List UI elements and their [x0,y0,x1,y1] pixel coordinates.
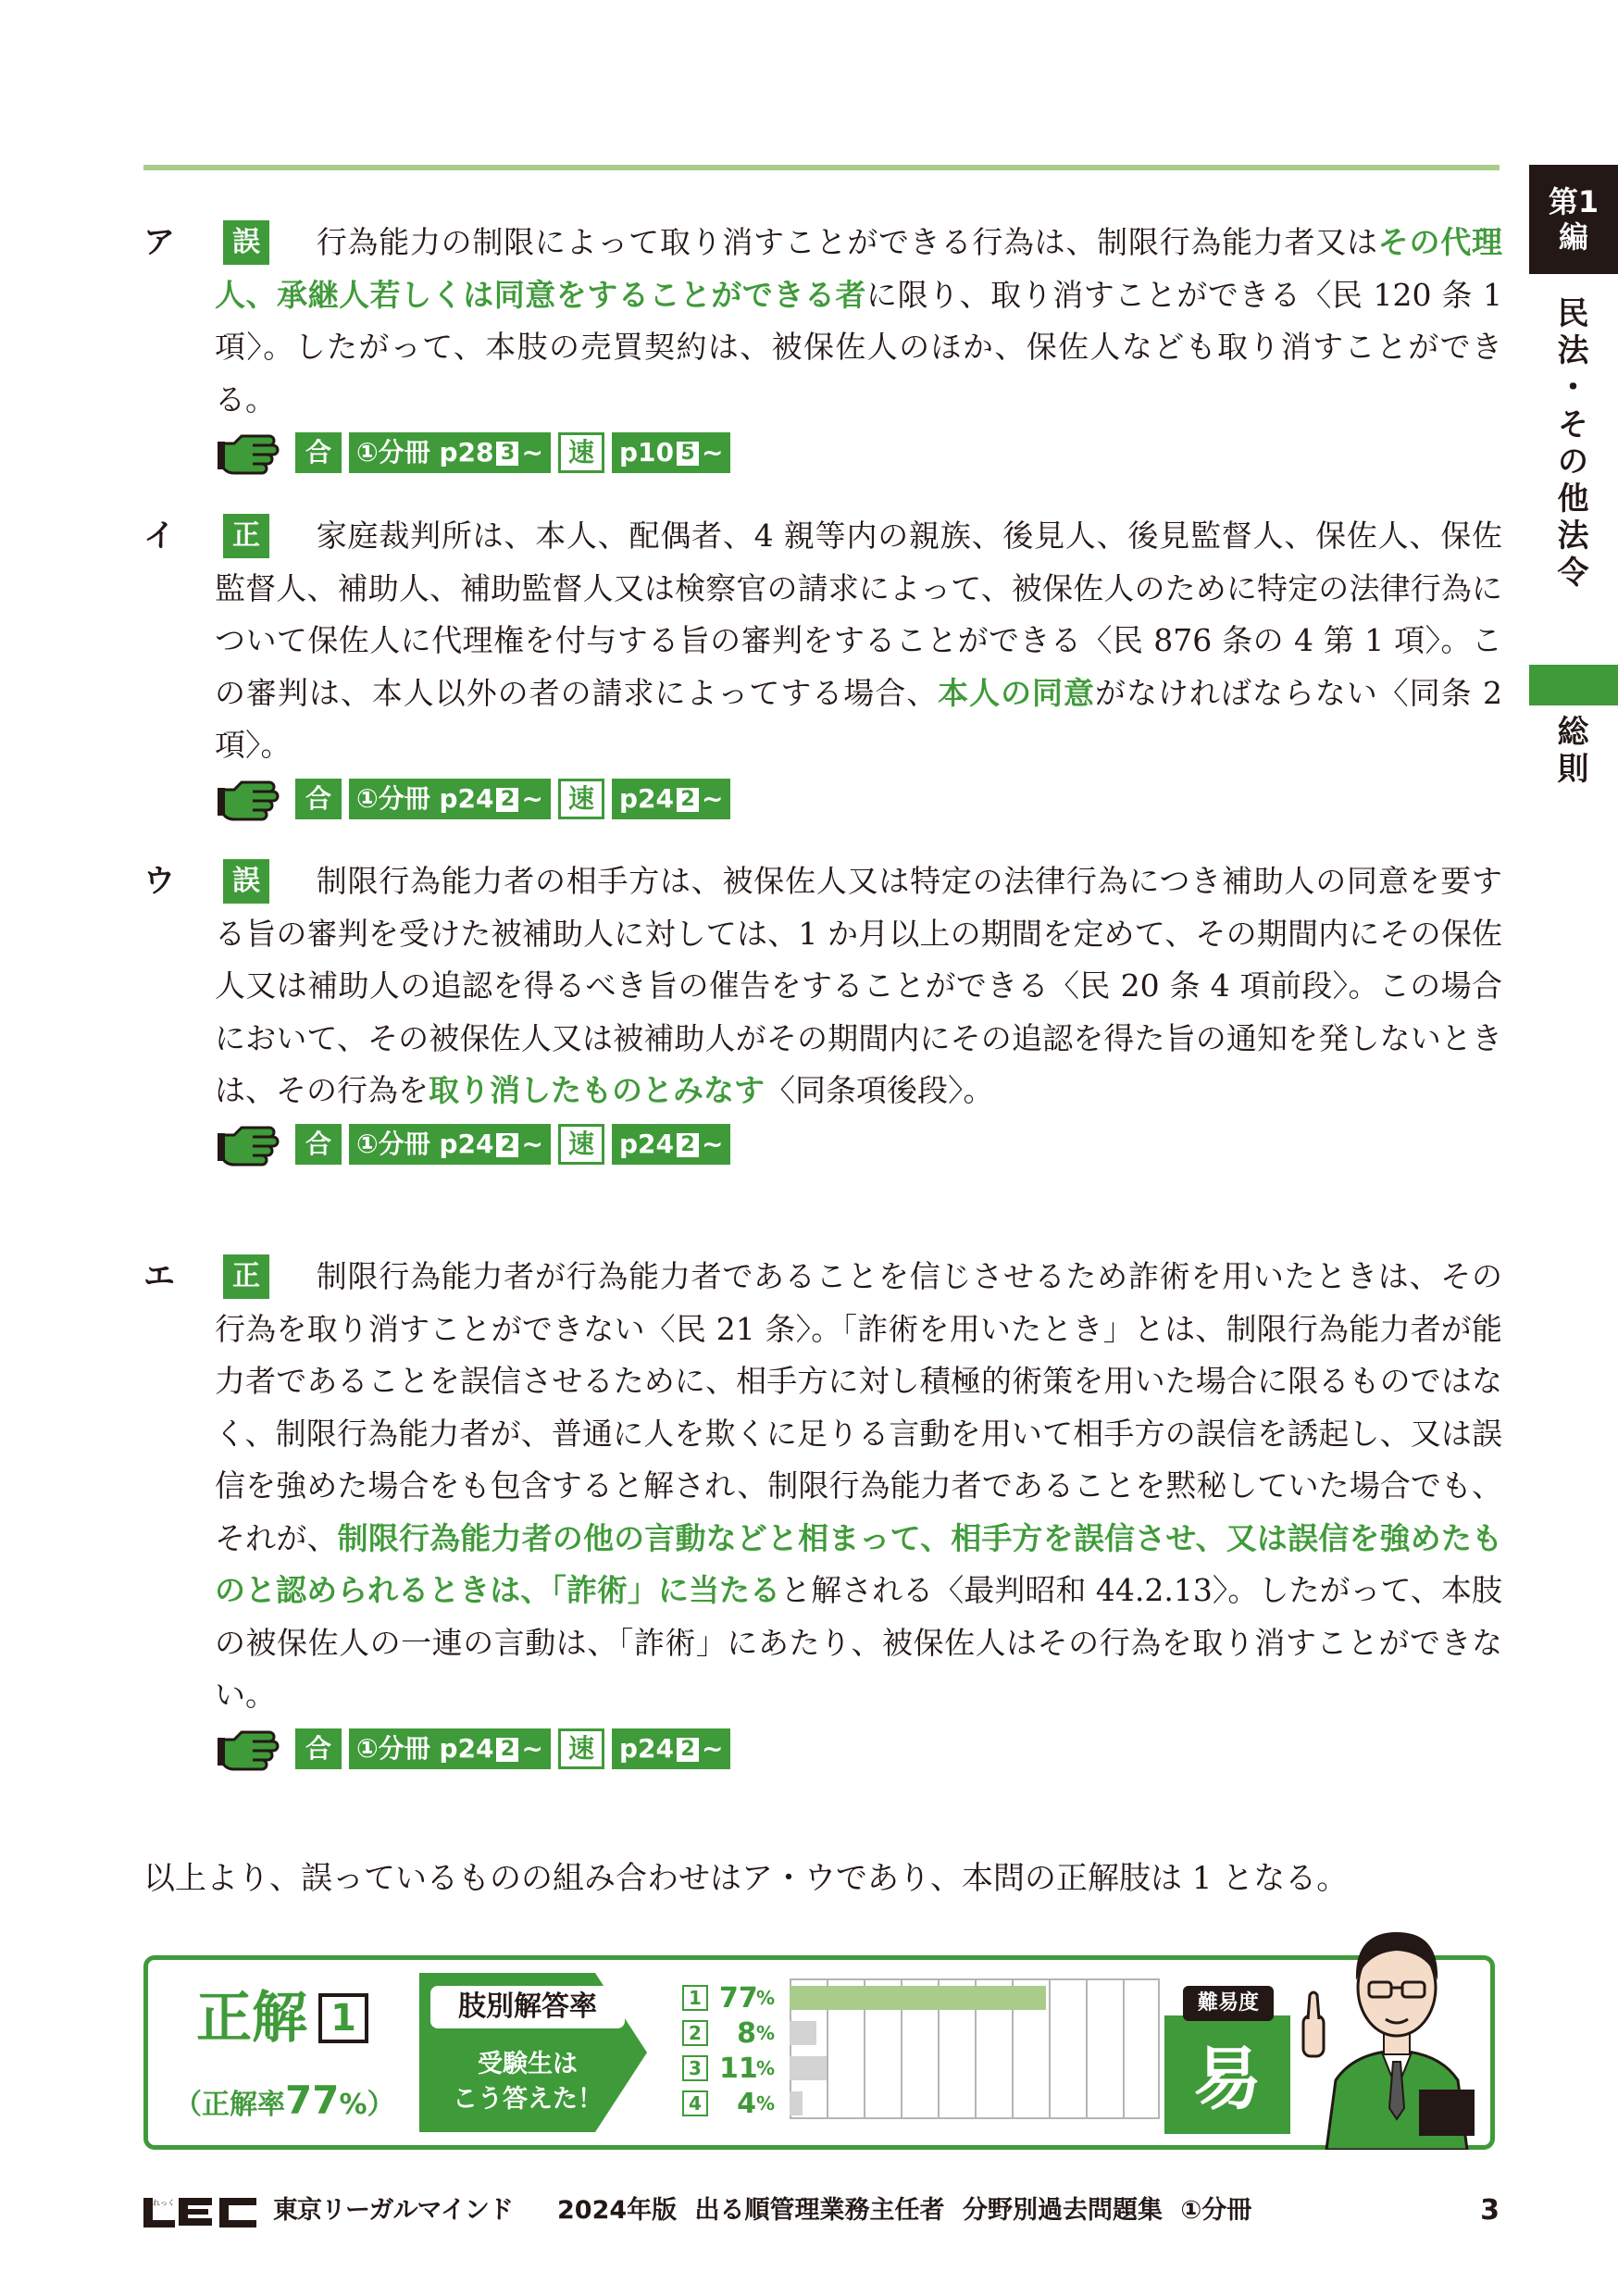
highlight-segment: 取り消したものとみなす [429,1072,765,1108]
verdict-badge: 正 [223,514,269,558]
item-letter: ウ [143,863,175,900]
section-number: 2 [496,1133,518,1157]
reference-row [216,428,1502,478]
percent-sign: % [756,2022,776,2044]
gokaku-label: 合 [295,779,342,819]
rate-percent: 77 [719,1981,758,2015]
page-label: p10 [618,437,674,468]
banner-subtitle [430,2047,625,2117]
page-label: p24 [439,782,494,814]
page-number: 3 [1480,2194,1500,2227]
tilde: ~ [701,782,724,814]
section-number: 5 [677,442,699,466]
item-e [143,1251,1502,1774]
sokushu-reference [612,1728,730,1769]
rate-percent: 11 [719,2052,758,2085]
svg-text:れっく: れっく [153,2199,175,2207]
percent-sign: % [756,2092,776,2115]
rate-value: 77 [285,2078,340,2123]
reference-row [216,774,1502,824]
highlight-segment: 制限行為能力者の他の言動などと相まって、相手方を誤信させ、又は誤信を強めたものと認められるときは、「詐術」に当たる [215,1519,1502,1608]
section-number: 3 [496,442,518,466]
rate-bar [790,2021,816,2045]
sokushu-label: 速 [558,1124,604,1165]
banner-title: 肢別解答率 [430,1986,625,2028]
section-number: 2 [496,1738,518,1762]
part-tab-bottom: 編 [1558,219,1588,255]
item-letter: イ [143,518,175,555]
tilde: ~ [521,1732,543,1764]
highlight-segment: 本人の同意 [938,674,1095,711]
page-label: p24 [618,1128,674,1159]
rate-bar [790,2091,803,2115]
item-i [143,510,1502,824]
item-u [143,855,1502,1169]
verdict-badge: 誤 [223,859,269,904]
rate-row [682,2053,778,2084]
reference-row [216,1724,1502,1774]
rate-percent: 8 [737,2016,756,2050]
choice-number: 3 [682,2055,708,2081]
verdict-badge: 誤 [223,220,269,265]
book-label: ①分冊 [356,1732,430,1764]
rate-row [682,1982,778,2014]
percent-sign: % [756,2057,776,2079]
rate-bar [790,2056,827,2080]
difficulty-value: 易 [1193,2040,1262,2119]
pointing-hand-icon [216,1727,280,1771]
choice-number: 1 [682,1985,708,2011]
gokaku-reference [349,1728,551,1769]
page-label: p24 [439,1732,494,1764]
item-text [215,217,1502,426]
text-segment: 行為能力の制限によって取り消すことができる行為は、制限行為能力者又は [316,224,1378,260]
part-tab [1529,165,1618,274]
section-number: 2 [677,1738,699,1762]
rate-prefix: （正解率 [174,2089,285,2121]
gokaku-reference [349,432,551,473]
tilde: ~ [701,437,724,468]
rate-percent: 4 [737,2087,756,2120]
text-segment: 制限行為能力者の相手方は、被保佐人又は特定の法律行為につき補助人の同意を要する旨の審判を受けた被補助人に対しては、1 か月以上の期間を定めて、その期間内にその保佐人又は補助人の追認を得るべき旨の催告をすることができる〈民 20 条 4 項前段〉。この場合において、その被保佐人又は被補助人がその期間内にその追認を得た旨の通知を発しないときは、その行為を [215,863,1502,1108]
section-number: 2 [496,788,518,812]
footer [143,2192,1500,2229]
tilde: ~ [701,1128,724,1159]
book-title: 2024年版 出る順管理業務主任者 分野別過去問題集 ①分冊 [557,2196,1252,2225]
pointing-hand-icon [216,430,280,475]
answer-box [143,1955,1495,2150]
conclusion-text: 以上より、誤っているものの組み合わせはア・ウであり、本問の正解肢は 1 となる。 [143,1860,1349,1897]
rate-bar [790,1986,1046,2010]
gokaku-label: 合 [295,1728,342,1769]
part-tab-top: 第1 [1548,184,1599,219]
sokushu-label: 速 [558,1728,604,1769]
book-label: ①分冊 [356,1128,430,1159]
gokaku-reference [349,779,551,819]
gokaku-reference [349,1124,551,1165]
section-number: 2 [677,1133,699,1157]
tilde: ~ [701,1732,724,1764]
banner-subtitle-line: こう答えた！ [453,2085,603,2114]
reference-row [216,1119,1502,1169]
text-segment: 〈同条項後段〉。 [765,1072,994,1108]
text-segment: 制限行為能力者が行為能力者であることを信じさせるため詐術を用いたときは、その行為を取り消すことができない〈民 21 条〉。「詐術を用いたとき」とは、制限行為能力者が能力者であることを誤信させるために、相手方に対し積極的術策を用いた場合に限るものではなく、制限行為能力者が、普通に人を欺くに足りる言動を用いて相手方の誤信を誘起し、又は誤信を強めた場合をも包含すると解され、制限行為能力者であることを黙秘していた場合でも、それが、 [215,1258,1502,1556]
percent-sign: % [756,1987,776,2009]
item-text [215,510,1502,772]
subject-tab: 民法・その他法令 [1551,296,1588,593]
pointing-hand-icon [216,777,280,821]
text-segment: がなければならない〈同条 2 項〉。 [215,674,1503,763]
tilde: ~ [521,1128,543,1159]
choice-number: 2 [682,2020,708,2046]
text-segment: 家庭裁判所は、本人、配偶者、4 親等内の親族、後見人、後見監督人、保佐人、保佐監督人、補助人、補助監督人又は検察官の請求によって、被保佐人のために特定の法律行為について保佐人に代理権を付与する旨の審判をすることができる〈民 876 条の 4 第 1 項〉。この審判は、本人以外の者の請求によってする場合、 [215,518,1502,711]
item-letter: エ [143,1258,175,1295]
book-label: ①分冊 [356,437,430,468]
verdict-badge: 正 [223,1254,269,1299]
publisher-name: 東京リーガルマインド [273,2196,513,2225]
tilde: ~ [521,437,543,468]
book-label: ①分冊 [356,782,430,814]
text-segment: に限り、取り消すことができる〈民 120 条 1 項〉。したがって、本肢の売買契約は、被保佐人のほか、保佐人なども取り消すことができる。 [215,276,1503,418]
chapter-marker [1529,665,1618,705]
sokushu-reference [612,1124,730,1165]
item-a [143,217,1502,478]
gokaku-label: 合 [295,432,342,473]
page-label: p24 [618,782,674,814]
sokushu-label: 速 [558,779,604,819]
chapter-tab: 総則 [1551,715,1588,789]
banner-subtitle-line: 受験生は [478,2050,578,2078]
sokushu-label: 速 [558,432,604,473]
choice-number: 4 [682,2090,708,2116]
item-text [215,1251,1502,1722]
sokushu-reference [612,779,730,819]
correct-rate [174,2078,395,2128]
rate-row [682,2088,778,2119]
section-number: 2 [677,788,699,812]
page-label: p24 [618,1732,674,1764]
rate-row [682,2017,778,2049]
correct-answer-label: 正解 [196,1986,307,2051]
sokushu-reference [612,432,730,473]
page-label: p28 [439,437,494,468]
gokaku-label: 合 [295,1124,342,1165]
page-label: p24 [439,1128,494,1159]
tilde: ~ [521,782,543,814]
pointing-hand-icon [216,1122,280,1167]
item-letter: ア [143,224,175,261]
item-text [215,855,1502,1117]
instructor-illustration [1299,1904,1495,2150]
lec-logo [143,2192,266,2229]
top-rule [143,165,1500,170]
highlight-segment: その代理人、承継人若しくは同意をすることができる者 [215,224,1503,313]
difficulty-label: 難易度 [1183,1986,1274,2021]
correct-answer-number: 1 [318,1993,368,2043]
rate-suffix: %） [339,2089,395,2121]
text-segment: と解される〈最判昭和 44.2.13〉。したがって、本肢の被保佐人の一連の言動は、「詐術」にあたり、被保佐人はその行為を取り消すことができない。 [215,1572,1503,1713]
